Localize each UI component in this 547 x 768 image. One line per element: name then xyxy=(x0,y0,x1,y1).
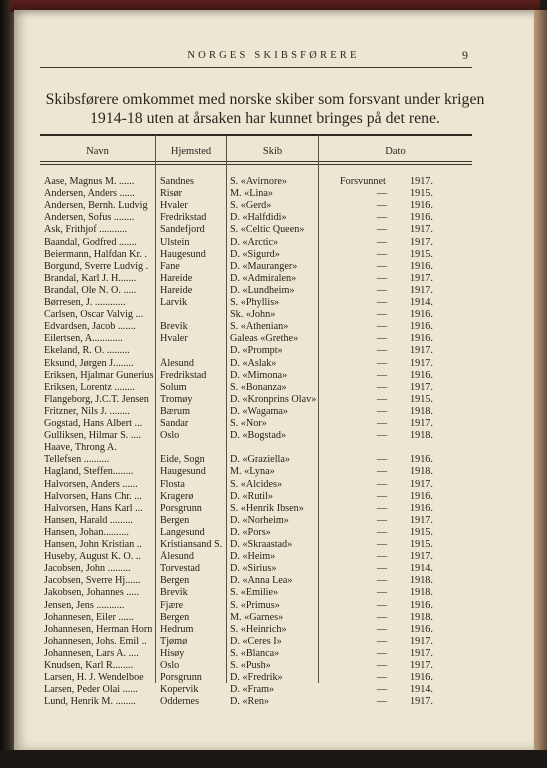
name-cell: Jakobsen, Johannes ..... xyxy=(44,587,140,599)
header-rule-upper xyxy=(40,161,472,162)
book-bottom-edge xyxy=(0,750,547,768)
name-cell: Carlsen, Oscar Valvig ... xyxy=(44,309,144,321)
table-row xyxy=(0,442,547,454)
home-cell: Sandefjord xyxy=(160,224,205,236)
year-cell: 1917. xyxy=(410,272,433,284)
year-cell: 1917. xyxy=(410,551,433,563)
ship-cell: D. «Kronprins Olav» xyxy=(230,393,317,405)
year-cell: 1917. xyxy=(410,224,433,236)
table-row xyxy=(0,333,547,345)
year-cell: 1918. xyxy=(410,466,433,478)
name-cell: Lund, Henrik M. ........ xyxy=(44,696,136,708)
table-row xyxy=(0,273,547,285)
date-ditto-cell: — xyxy=(376,539,388,550)
date-ditto-cell: — xyxy=(376,381,388,393)
page-number: 9 xyxy=(462,48,468,62)
table-row xyxy=(0,309,547,321)
year-cell: 1916. xyxy=(410,599,433,611)
home-cell: Larvik xyxy=(160,297,188,308)
home-cell: Kristiansand S. xyxy=(160,539,223,550)
header-rule-lower xyxy=(40,164,472,165)
ship-cell: D. «Halfdidi» xyxy=(230,212,287,224)
table-row xyxy=(0,696,547,708)
table-row xyxy=(0,382,547,394)
date-ditto-cell: — xyxy=(376,587,388,599)
name-cell: Borgund, Sverre Ludvig . xyxy=(44,260,149,272)
name-cell: Andersen, Anders ...... xyxy=(44,188,135,200)
table-top-rule xyxy=(40,134,472,136)
ship-cell: D. «Anna Lea» xyxy=(230,575,293,587)
table-row xyxy=(0,418,547,430)
year-cell: 1918. xyxy=(410,405,433,417)
year-cell: 1918. xyxy=(410,430,433,442)
date-ditto-cell: — xyxy=(376,188,388,200)
home-cell: Kragerø xyxy=(160,490,194,502)
home-cell: Porsgrunn xyxy=(160,672,202,684)
table-row xyxy=(0,345,547,357)
date-ditto-cell: — xyxy=(376,623,388,635)
name-cell: Tellefsen .......... xyxy=(44,454,110,466)
table-row xyxy=(0,479,547,491)
year-cell: 1917. xyxy=(410,418,433,429)
home-cell: Fredrikstad xyxy=(160,212,207,224)
table-row xyxy=(0,527,547,539)
year-cell: 1918. xyxy=(410,575,433,587)
ship-cell: S. «Push» xyxy=(230,660,271,671)
home-cell: Risør xyxy=(160,188,183,200)
table-row xyxy=(0,539,547,551)
table-row xyxy=(0,636,547,648)
ship-cell: D. «Rutil» xyxy=(230,490,274,502)
home-cell: Hedrum xyxy=(160,623,194,635)
year-cell: 1916. xyxy=(410,260,433,272)
name-cell: Johannesen, Herman Horn xyxy=(44,623,153,635)
name-cell: Jacobsen, John ......... xyxy=(44,563,131,575)
date-ditto-cell: — xyxy=(376,563,388,575)
year-cell: 1916. xyxy=(410,623,433,635)
ship-cell: D. «Bogstad» xyxy=(230,430,287,442)
date-ditto-cell: — xyxy=(376,284,388,296)
home-cell: Fane xyxy=(160,260,180,272)
table-row xyxy=(0,321,547,333)
table-row xyxy=(0,672,547,684)
home-cell: Tjømø xyxy=(160,635,188,647)
table-row xyxy=(0,212,547,224)
date-ditto-cell: — xyxy=(376,212,388,224)
table-row xyxy=(0,285,547,297)
date-ditto-cell: — xyxy=(376,272,388,284)
date-ditto-cell: — xyxy=(376,672,388,684)
date-ditto-cell: — xyxy=(376,660,388,671)
home-cell: Hvaler xyxy=(160,200,188,212)
home-cell: Hareide xyxy=(160,272,193,284)
year-cell: 1918. xyxy=(410,611,433,623)
date-ditto-cell: — xyxy=(376,405,388,417)
year-cell: 1918. xyxy=(410,587,433,599)
home-cell: Haugesund xyxy=(160,248,206,260)
table-row xyxy=(0,394,547,406)
name-cell: Brandal, Karl J. H....... xyxy=(44,272,137,284)
table-row xyxy=(0,684,547,696)
year-cell: 1916. xyxy=(410,369,433,381)
home-cell: Oslo xyxy=(160,430,180,442)
date-ditto-cell: — xyxy=(376,200,388,212)
year-cell: 1917. xyxy=(410,478,433,490)
date-ditto-cell: — xyxy=(376,260,388,272)
year-cell: 1914. xyxy=(410,684,433,696)
name-cell: Eksund, Jørgen J........ xyxy=(44,357,134,369)
date-ditto-cell: — xyxy=(376,248,388,260)
table-row xyxy=(0,600,547,612)
table-row xyxy=(0,466,547,478)
title-line-1: Skibsførere omkommet med norske skiber som forsvant under krigen xyxy=(45,91,485,108)
home-cell: Fjære xyxy=(160,599,184,611)
home-cell: Bærum xyxy=(160,405,191,417)
home-cell: Tromøy xyxy=(160,393,193,405)
name-cell: Gogstad, Hans Albert ... xyxy=(44,418,143,429)
ship-cell: D. «Wagama» xyxy=(230,405,289,417)
ship-cell: D. «Graziella» xyxy=(230,454,290,466)
home-cell: Oddernes xyxy=(160,696,200,708)
ship-cell: D. «Fredrik» xyxy=(230,672,283,684)
ship-cell: D. «Sigurd» xyxy=(230,248,280,260)
name-cell: Larsen, Peder Olai ...... xyxy=(44,684,138,696)
name-cell: Hagland, Steffen........ xyxy=(44,466,134,478)
name-cell: Baandal, Godfred ....... xyxy=(44,236,137,248)
ship-cell: D. «Prompt» xyxy=(230,345,283,357)
table-row xyxy=(0,660,547,672)
name-cell: Hansen, Harald ......... xyxy=(44,514,133,526)
year-cell: 1916. xyxy=(410,333,433,345)
date-ditto-cell: — xyxy=(376,369,388,381)
home-cell: Ulstein xyxy=(160,236,190,248)
home-cell: Fredrikstad xyxy=(160,369,207,381)
year-cell: 1917. xyxy=(410,176,433,187)
table-row xyxy=(0,200,547,212)
home-cell: Sandar xyxy=(160,418,189,429)
name-cell: Knudsen, Karl R........ xyxy=(44,660,134,671)
home-cell: Ålesund xyxy=(160,551,194,563)
name-cell: Eriksen, Lorentz ........ xyxy=(44,381,135,393)
home-cell: Hisøy xyxy=(160,647,185,659)
date-ditto-cell: — xyxy=(376,297,388,308)
name-cell: Hansen, John Kristian .. xyxy=(44,539,142,550)
ship-cell: S. «Avirnore» xyxy=(230,176,287,187)
date-ditto-cell: — xyxy=(376,345,388,357)
table-row xyxy=(0,358,547,370)
ship-cell: D. «Ren» xyxy=(230,696,270,708)
home-cell: Brevik xyxy=(160,587,188,599)
year-cell: 1915. xyxy=(410,526,433,538)
ship-cell: M. «Garnes» xyxy=(230,611,284,623)
table-row xyxy=(0,176,547,188)
table-row xyxy=(0,648,547,660)
ship-cell: D. «Norheim» xyxy=(230,514,289,526)
date-ditto-cell: — xyxy=(376,696,388,708)
ship-cell: M. «Lina» xyxy=(230,188,274,200)
ship-cell: S. «Primus» xyxy=(230,599,280,611)
home-cell: Bergen xyxy=(160,575,190,587)
date-ditto-cell: — xyxy=(376,430,388,442)
ship-cell: D. «Sirius» xyxy=(230,563,277,575)
ship-cell: S. «Henrik Ibsen» xyxy=(230,502,304,514)
table-row xyxy=(0,430,547,442)
home-cell: Eide, Sogn xyxy=(160,454,205,466)
ship-cell: D. «Heim» xyxy=(230,551,276,563)
name-cell: Johannesen, Eiler ...... xyxy=(44,611,134,623)
year-cell: 1917. xyxy=(410,381,433,393)
ship-cell: S. «Emilie» xyxy=(230,587,279,599)
ship-cell: D. «Fram» xyxy=(230,684,275,696)
year-cell: 1916. xyxy=(410,200,433,212)
date-ditto-cell: — xyxy=(376,309,388,321)
table-row xyxy=(0,503,547,515)
ship-cell: D. «Mimona» xyxy=(230,369,288,381)
table-row xyxy=(0,297,547,309)
home-cell: Hareide xyxy=(160,284,193,296)
home-cell: Oslo xyxy=(160,660,180,671)
name-cell: Andersen, Bernh. Ludvig xyxy=(44,200,148,212)
date-prefix-cell: Forsvunnet xyxy=(340,176,386,187)
date-ditto-cell: — xyxy=(376,635,388,647)
year-cell: 1916. xyxy=(410,454,433,466)
year-cell: 1916. xyxy=(410,309,433,321)
year-cell: 1916. xyxy=(410,490,433,502)
ship-cell: M. «Lyna» xyxy=(230,466,275,478)
date-ditto-cell: — xyxy=(376,611,388,623)
date-ditto-cell: — xyxy=(376,466,388,478)
ship-cell: S. «Celtic Queen» xyxy=(230,224,305,236)
table-row xyxy=(0,261,547,273)
year-cell: 1916. xyxy=(410,502,433,514)
home-cell: Haugesund xyxy=(160,466,206,478)
year-cell: 1915. xyxy=(410,248,433,260)
year-cell: 1917. xyxy=(410,514,433,526)
home-cell: Porsgrunn xyxy=(160,502,202,514)
table-row xyxy=(0,237,547,249)
name-cell: Jacobsen, Sverre Hj...... xyxy=(44,575,141,587)
ship-cell: S. «Alcides» xyxy=(230,478,283,490)
date-ditto-cell: — xyxy=(376,454,388,466)
ship-cell: D. «Lundheim» xyxy=(230,284,295,296)
name-cell: Eilertsen, A............ xyxy=(44,333,123,345)
year-cell: 1916. xyxy=(410,321,433,333)
table-row xyxy=(0,224,547,236)
name-cell: Edvardsen, Jacob ....... xyxy=(44,321,136,333)
year-cell: 1916. xyxy=(410,672,433,684)
year-cell: 1916. xyxy=(410,212,433,224)
table-row xyxy=(0,406,547,418)
ship-cell: D. «Aslak» xyxy=(230,357,277,369)
home-cell: Hvaler xyxy=(160,333,188,345)
date-ditto-cell: — xyxy=(376,321,388,333)
column-header-date: Dato xyxy=(385,146,406,157)
date-ditto-cell: — xyxy=(376,357,388,369)
title-line-2: 1914-18 uten at årsaken har kunnet bringes på det rene. xyxy=(89,110,441,127)
home-cell: Sandnes xyxy=(160,176,194,187)
table-row xyxy=(0,370,547,382)
date-ditto-cell: — xyxy=(376,575,388,587)
date-ditto-cell: — xyxy=(376,478,388,490)
ship-cell: S. «Bonanza» xyxy=(230,381,287,393)
year-cell: 1914. xyxy=(410,563,433,575)
date-ditto-cell: — xyxy=(376,236,388,248)
table-row xyxy=(0,249,547,261)
table-row xyxy=(0,575,547,587)
name-cell: Haave, Throng A. xyxy=(44,442,117,454)
date-ditto-cell: — xyxy=(376,224,388,236)
date-ditto-cell: — xyxy=(376,684,388,696)
table-row xyxy=(0,515,547,527)
year-cell: 1914. xyxy=(410,297,433,308)
home-cell: Kopervik xyxy=(160,684,199,696)
ship-cell: S. «Nor» xyxy=(230,418,267,429)
ship-cell: D. «Ceres I» xyxy=(230,635,282,647)
home-cell: Solum xyxy=(160,381,187,393)
date-ditto-cell: — xyxy=(376,502,388,514)
name-cell: Halvorsen, Anders ...... xyxy=(44,478,138,490)
name-cell: Ask, Frithjof ........... xyxy=(44,224,128,236)
name-cell: Halvorsen, Hans Karl ... xyxy=(44,502,143,514)
home-cell: Ålesund xyxy=(160,357,194,369)
ship-cell: Galeas «Grethe» xyxy=(230,333,299,345)
name-cell: Gulliksen, Hilmar S. .... xyxy=(44,430,142,442)
date-ditto-cell: — xyxy=(376,490,388,502)
ship-cell: D. «Admiralen» xyxy=(230,272,297,284)
home-cell: Langesund xyxy=(160,526,205,538)
name-cell: Aase, Magnus M. ...... xyxy=(44,176,135,187)
name-cell: Brandal, Ole N. O. ..... xyxy=(44,284,137,296)
date-ditto-cell: — xyxy=(376,647,388,659)
name-cell: Huseby, August K. O. .. xyxy=(44,551,141,563)
ship-cell: D. «Skraastad» xyxy=(230,539,293,550)
year-cell: 1915. xyxy=(410,539,433,550)
year-cell: 1917. xyxy=(410,696,433,708)
name-cell: Andersen, Sofus ........ xyxy=(44,212,135,224)
ship-cell: D. «Arctic» xyxy=(230,236,279,248)
table-row xyxy=(0,454,547,466)
table-row xyxy=(0,551,547,563)
table-row xyxy=(0,612,547,624)
home-cell: Bergen xyxy=(160,611,190,623)
name-cell: Hansen, Johan.......... xyxy=(44,526,129,538)
table-row xyxy=(0,188,547,200)
year-cell: 1917. xyxy=(410,345,433,357)
date-ditto-cell: — xyxy=(376,514,388,526)
home-cell: Brevik xyxy=(160,321,188,333)
ship-cell: S. «Heinrich» xyxy=(230,623,287,635)
name-cell: Beiermann, Halfdan Kr. . xyxy=(44,248,147,260)
name-cell: Børresen, J. ............ xyxy=(44,297,126,308)
running-head-rule xyxy=(40,67,472,68)
table-row xyxy=(0,587,547,599)
date-ditto-cell: — xyxy=(376,599,388,611)
date-ditto-cell: — xyxy=(376,333,388,345)
home-cell: Torvestad xyxy=(160,563,201,575)
name-cell: Johannesen, Lars A. .... xyxy=(44,647,139,659)
ship-cell: D. «Mauranger» xyxy=(230,260,298,272)
date-ditto-cell: — xyxy=(376,393,388,405)
name-cell: Larsen, H. J. Wendelboe xyxy=(44,672,144,684)
year-cell: 1917. xyxy=(410,660,433,671)
name-cell: Fritzner, Nils J. ........ xyxy=(44,405,130,417)
table-row xyxy=(0,563,547,575)
table-row xyxy=(0,491,547,503)
year-cell: 1917. xyxy=(410,236,433,248)
page-title xyxy=(30,90,500,128)
date-ditto-cell: — xyxy=(376,418,388,429)
home-cell: Bergen xyxy=(160,514,190,526)
running-head: NORGES SKIBSFØRERE xyxy=(187,50,360,61)
ship-cell: S. «Athenian» xyxy=(230,321,289,333)
table-row xyxy=(0,624,547,636)
column-header-ship: Skib xyxy=(262,146,283,157)
name-cell: Ekeland, R. O. ......... xyxy=(44,345,130,357)
home-cell: Flosta xyxy=(160,478,185,490)
ship-cell: S. «Gerd» xyxy=(230,200,272,212)
year-cell: 1917. xyxy=(410,284,433,296)
ship-cell: S. «Phyllis» xyxy=(230,297,280,308)
date-ditto-cell: — xyxy=(376,526,388,538)
year-cell: 1915. xyxy=(410,393,433,405)
year-cell: 1917. xyxy=(410,357,433,369)
name-cell: Jensen, Jens ........... xyxy=(44,599,125,611)
name-cell: Flangeborg, J.C.T. Jensen xyxy=(44,393,149,405)
column-header-home: Hjemsted xyxy=(170,146,212,157)
name-cell: Johannesen, Johs. Emil .. xyxy=(44,635,147,647)
name-cell: Halvorsen, Hans Chr. ... xyxy=(44,490,142,502)
ship-cell: S. «Blanca» xyxy=(230,647,280,659)
ship-cell: Sk. «John» xyxy=(230,309,276,321)
column-header-name: Navn xyxy=(86,146,109,157)
date-ditto-cell: — xyxy=(376,551,388,563)
ship-cell: D. «Pors» xyxy=(230,526,271,538)
name-cell: Eriksen, Hjalmar Gunerius xyxy=(44,369,154,381)
year-cell: 1917. xyxy=(410,635,433,647)
year-cell: 1915. xyxy=(410,188,433,200)
year-cell: 1917. xyxy=(410,647,433,659)
